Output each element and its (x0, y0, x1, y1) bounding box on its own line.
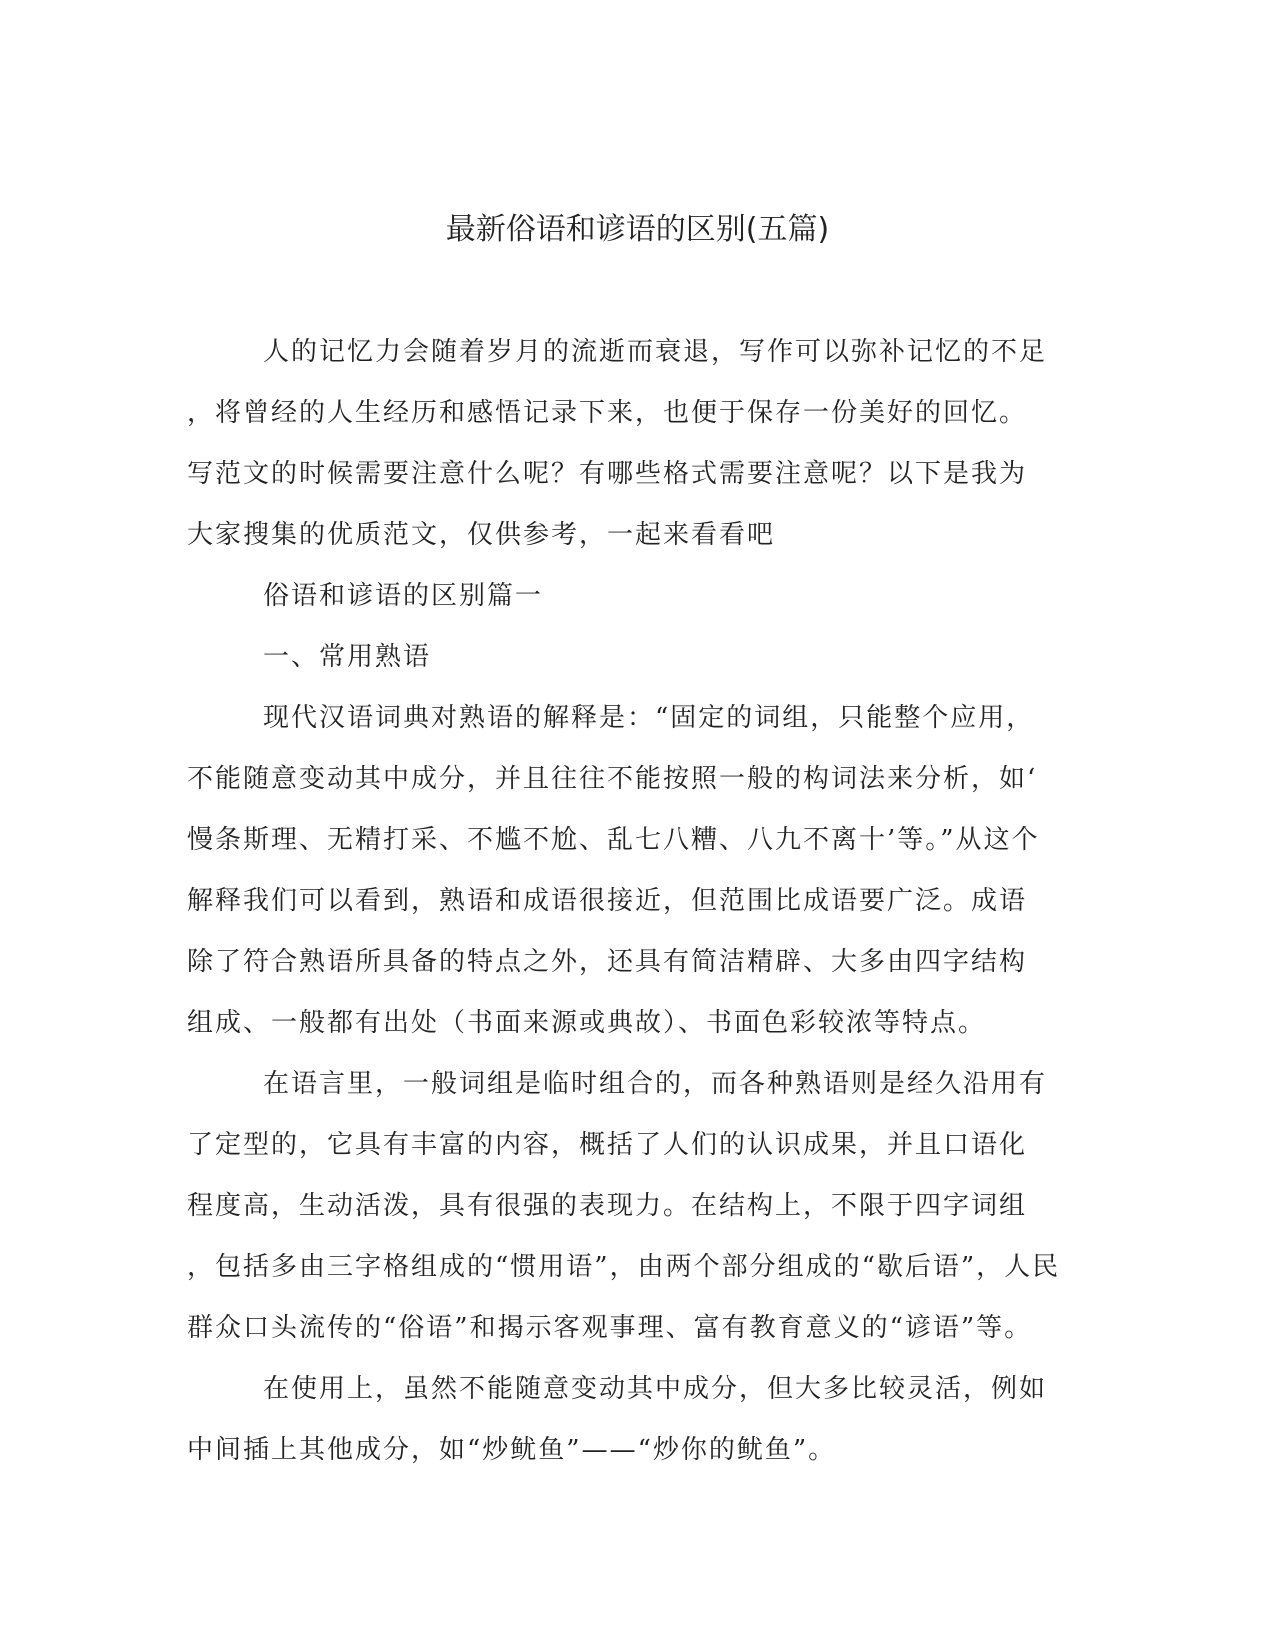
text-line: 俗语和谚语的区别篇一 (263, 581, 544, 611)
document-title: 最新俗语和谚语的区别(五篇) (445, 212, 830, 247)
text-line: 一、常用熟语 (263, 642, 432, 672)
text-line: 组成、一般都有出处（书面来源或典故）、书面色彩较浓等特点。 (187, 1008, 987, 1038)
text-line: 在使用上，虽然不能随意变动其中成分，但大多比较灵活，例如 (263, 1374, 1048, 1404)
text-line: ，包括多由三字格组成的“惯用语”，由两个部分组成的“歇后语”，人民 (187, 1252, 1061, 1282)
text-line: 不能随意变动其中成分，并且往往不能按照一般的构词法来分析，如‘ (187, 764, 1038, 794)
text-line: 慢条斯理、无精打采、不尴不尬、乱七八糟、八九不离十’等。”从这个 (187, 825, 1040, 855)
text-line: 大家搜集的优质范文，仅供参考，一起来看看吧 (187, 520, 776, 550)
text-line: 中间插上其他成分，如“炒鱿鱼”——“炒你的鱿鱼”。 (187, 1435, 837, 1465)
text-line: 写范文的时候需要注意什么呢？有哪些格式需要注意呢？以下是我为 (187, 459, 1028, 489)
text-line: 解释我们可以看到，熟语和成语很接近，但范围比成语要广泛。成语 (187, 886, 1028, 916)
text-line: 程度高，生动活泼，具有很强的表现力。在结构上，不限于四字词组 (187, 1191, 1028, 1221)
document-body (187, 322, 1067, 1481)
text-line: 群众口头流传的“俗语”和揭示客观事理、富有教育意义的“谚语”等。 (187, 1313, 1033, 1343)
text-line: 现代汉语词典对熟语的解释是：“固定的词组，只能整个应用， (263, 703, 1035, 733)
text-line: 除了符合熟语所具备的特点之外，还具有简洁精辟、大多由四字结构 (187, 947, 1028, 977)
text-line: 了定型的，它具有丰富的内容，概括了人们的认识成果，并且口语化 (187, 1130, 1028, 1160)
text-line: 人的记忆力会随着岁月的流逝而衰退，写作可以弥补记忆的不足 (263, 337, 1048, 367)
text-line: ，将曾经的人生经历和感悟记录下来，也便于保存一份美好的回忆。 (187, 398, 1028, 428)
text-line: 在语言里，一般词组是临时组合的，而各种熟语则是经久沿用有 (263, 1069, 1048, 1099)
